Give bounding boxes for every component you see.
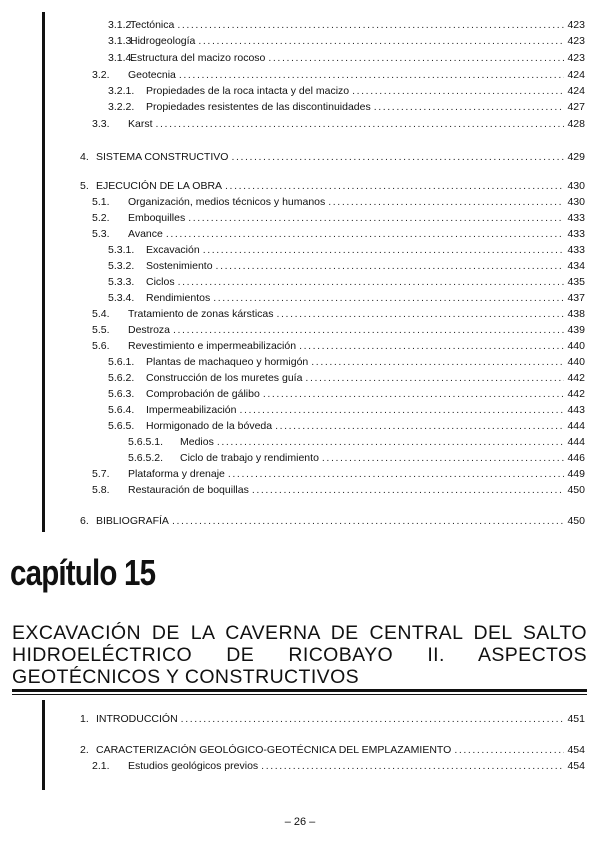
toc-leader-dots — [156, 118, 565, 131]
toc-entry-number: 5.6.2. — [108, 372, 135, 384]
toc-entry-title: Medios — [180, 436, 214, 448]
toc-entry-page: 424 — [567, 69, 585, 81]
toc-entry-page: 450 — [567, 515, 585, 527]
toc-entry-number: 5.5. — [92, 324, 110, 336]
toc-entry-number: 5.3.3. — [108, 276, 135, 288]
toc-entry-title: BIBLIOGRAFÍA — [96, 515, 169, 527]
toc-entry-title: Estructura del macizo rocoso — [130, 52, 266, 64]
toc-leader-dots — [231, 151, 564, 164]
toc-entry-page: 438 — [567, 308, 585, 320]
toc-entry-number: 5.3.2. — [108, 260, 135, 272]
chapter-title — [12, 622, 587, 688]
toc-entry-page: 427 — [567, 101, 585, 113]
toc-entry — [108, 291, 585, 305]
toc-entry-number: 5.3.4. — [108, 292, 135, 304]
toc-leader-dots — [172, 515, 565, 528]
toc-entry — [108, 259, 585, 273]
toc-leader-dots — [166, 228, 565, 241]
toc-entry-page: 440 — [567, 356, 585, 368]
toc-entry — [108, 100, 585, 114]
toc-leader-dots — [305, 372, 564, 385]
chapter-title-line: GEOTÉCNICOS Y CONSTRUCTIVOS — [12, 666, 360, 688]
toc-entry-title: Rendimientos — [146, 292, 211, 304]
toc-vertical-bar-top — [42, 12, 45, 532]
toc-entry — [92, 211, 585, 225]
chapter-label: capítulo 15 — [10, 552, 156, 593]
toc-entry-title: Construcción de los muretes guía — [146, 372, 303, 384]
toc-entry-title: Propiedades resistentes de las discontinuidades — [146, 101, 371, 113]
toc-entry — [92, 323, 585, 337]
toc-entry — [92, 483, 585, 497]
chapter-title-line: EXCAVACIÓN DE LA CAVERNA DE CENTRAL DEL SALTO — [12, 622, 587, 644]
toc-leader-dots — [228, 468, 565, 481]
toc-entry — [92, 227, 585, 241]
toc-entry-page: 443 — [567, 404, 585, 416]
toc-entry-number: 5.2. — [92, 212, 110, 224]
toc-entry-page: 430 — [567, 180, 585, 192]
toc-entry-page: 429 — [567, 151, 585, 163]
toc-leader-dots — [203, 244, 565, 257]
toc-entry-title: Avance — [128, 228, 163, 240]
toc-entry-page: 439 — [567, 324, 585, 336]
toc-entry-page: 442 — [567, 388, 585, 400]
toc-entry — [108, 419, 585, 433]
toc-leader-dots — [328, 196, 564, 209]
toc-entry-page: 449 — [567, 468, 585, 480]
toc-entry-page: 434 — [567, 260, 585, 272]
toc-leader-dots — [177, 19, 564, 32]
toc-entry-page: 433 — [567, 228, 585, 240]
toc-entry-page: 423 — [567, 35, 585, 47]
toc-entry-number: 5.8. — [92, 484, 110, 496]
toc-entry-title: Plantas de machaqueo y hormigón — [146, 356, 309, 368]
toc-leader-dots — [299, 340, 564, 353]
toc-entry-number: 5.6.5.2. — [128, 452, 164, 464]
toc-leader-dots — [322, 452, 565, 465]
toc-entry-number: 5.7. — [92, 468, 110, 480]
chapter-rule-thick — [12, 689, 587, 692]
toc-leader-dots — [173, 324, 564, 337]
toc-entry-number: 5.6.1. — [108, 356, 135, 368]
toc-entry-title: Comprobación de gálibo — [146, 388, 260, 400]
toc-entry — [108, 403, 585, 417]
toc-leader-dots — [311, 356, 564, 369]
toc-entry-title: Impermeabilización — [146, 404, 237, 416]
toc-entry — [92, 68, 585, 82]
toc-entry — [108, 275, 585, 289]
toc-entry-number: 5.1. — [92, 196, 110, 208]
toc-entry-title: Ciclo de trabajo y rendimiento — [180, 452, 319, 464]
toc-entry-number: 3.1.2. — [108, 19, 135, 31]
toc-entry-page: 444 — [567, 436, 585, 448]
toc-entry-number: 2.1. — [92, 760, 110, 772]
toc-entry-title: Revestimiento e impermeabilización — [128, 340, 297, 352]
toc-entry — [92, 195, 585, 209]
toc-entry-page: 454 — [567, 760, 585, 772]
toc-leader-dots — [217, 436, 565, 449]
toc-leader-dots — [374, 101, 565, 114]
toc-entry-number: 5.4. — [92, 308, 110, 320]
toc-entry — [92, 759, 585, 773]
toc-entry-title: Estudios geológicos previos — [128, 760, 259, 772]
toc-entry-page: 446 — [567, 452, 585, 464]
toc-entry-number: 5.6.5. — [108, 420, 135, 432]
toc-entry-page: 437 — [567, 292, 585, 304]
toc-entry-title: Ciclos — [146, 276, 175, 288]
toc-entry-title: Hormigonado de la bóveda — [146, 420, 273, 432]
toc-entry-page: 423 — [567, 52, 585, 64]
toc-entry-number: 3.2.1. — [108, 85, 135, 97]
toc-entry — [80, 712, 585, 726]
toc-leader-dots — [261, 760, 564, 773]
toc-entry-title: Plataforma y drenaje — [128, 468, 225, 480]
toc-entry-page: 444 — [567, 420, 585, 432]
toc-leader-dots — [179, 69, 565, 82]
toc-leader-dots — [275, 420, 564, 433]
toc-entry-title: CARACTERIZACIÓN GEOLÓGICO-GEOTÉCNICA DEL EMPLAZAMIENTO — [96, 744, 452, 756]
toc-entry-title: INTRODUCCIÓN — [96, 713, 178, 725]
toc-entry-page: 440 — [567, 340, 585, 352]
toc-entry-number: 5.6.4. — [108, 404, 135, 416]
toc-entry — [80, 514, 585, 528]
toc-vertical-bar-bottom — [42, 700, 45, 790]
toc-entry-title: Geotecnia — [128, 69, 176, 81]
toc-leader-dots — [213, 292, 564, 305]
toc-entry-page: 430 — [567, 196, 585, 208]
toc-entry-title: Excavación — [146, 244, 200, 256]
toc-leader-dots — [352, 85, 564, 98]
toc-entry-title: Restauración de boquillas — [128, 484, 249, 496]
toc-entry-page: 423 — [567, 19, 585, 31]
toc-leader-dots — [198, 35, 564, 48]
toc-entry — [108, 355, 585, 369]
toc-leader-dots — [239, 404, 564, 417]
toc-leader-dots — [225, 180, 564, 193]
toc-entry-number: 6. — [80, 515, 89, 527]
toc-entry-number: 5. — [80, 180, 89, 192]
toc-leader-dots — [252, 484, 565, 497]
toc-entry-page: 450 — [567, 484, 585, 496]
toc-leader-dots — [263, 388, 565, 401]
toc-entry-number: 5.3. — [92, 228, 110, 240]
toc-entry-title: Propiedades de la roca intacta y del macizo — [146, 85, 350, 97]
chapter-title-line: HIDROELÉCTRICO DE RICOBAYO II. ASPECTOS — [12, 644, 587, 666]
toc-entry — [80, 743, 585, 757]
toc-entry-number: 1. — [80, 713, 89, 725]
toc-entry-title: Sostenimiento — [146, 260, 213, 272]
toc-entry-title: Karst — [128, 118, 153, 130]
toc-entry — [108, 51, 585, 65]
chapter-rule-thin — [12, 694, 587, 695]
toc-entry — [108, 34, 585, 48]
toc-entry-number: 5.6.5.1. — [128, 436, 164, 448]
toc-entry-number: 4. — [80, 151, 89, 163]
toc-entry-number: 5.6.3. — [108, 388, 135, 400]
toc-entry-page: 451 — [567, 713, 585, 725]
toc-entry-number: 3.1.3. — [108, 35, 135, 47]
toc-leader-dots — [277, 308, 565, 321]
toc-entry-number: 3.2.2. — [108, 101, 135, 113]
toc-entry-number: 3.1.4. — [108, 52, 135, 64]
toc-entry-title: SISTEMA CONSTRUCTIVO — [96, 151, 229, 163]
toc-entry — [92, 467, 585, 481]
toc-leader-dots — [188, 212, 564, 225]
toc-entry-number: 5.3.1. — [108, 244, 135, 256]
toc-entry-title: Hidrogeología — [130, 35, 196, 47]
toc-leader-dots — [178, 276, 565, 289]
toc-entry-title: Tectónica — [130, 19, 175, 31]
toc-entry — [128, 451, 585, 465]
toc-entry-page: 454 — [567, 744, 585, 756]
toc-entry — [80, 179, 585, 193]
toc-entry — [108, 18, 585, 32]
toc-entry-number: 3.3. — [92, 118, 110, 130]
toc-entry-page: 442 — [567, 372, 585, 384]
page-number: – 26 – — [284, 816, 316, 828]
toc-entry-title: Organización, medios técnicos y humanos — [128, 196, 326, 208]
toc-entry-number: 5.6. — [92, 340, 110, 352]
toc-entry-page: 433 — [567, 244, 585, 256]
toc-entry — [108, 371, 585, 385]
toc-entry — [108, 387, 585, 401]
toc-leader-dots — [268, 52, 564, 65]
toc-entry — [80, 150, 585, 164]
toc-entry-page: 428 — [567, 118, 585, 130]
toc-leader-dots — [181, 713, 565, 726]
toc-leader-dots — [216, 260, 565, 273]
toc-entry-page: 424 — [567, 85, 585, 97]
toc-entry-number: 2. — [80, 744, 89, 756]
toc-leader-dots — [454, 744, 564, 757]
toc-entry-page: 435 — [567, 276, 585, 288]
toc-entry — [108, 84, 585, 98]
toc-entry — [92, 339, 585, 353]
toc-entry — [128, 435, 585, 449]
toc-entry — [92, 307, 585, 321]
toc-entry — [108, 243, 585, 257]
toc-entry-title: EJECUCIÓN DE LA OBRA — [96, 180, 223, 192]
toc-entry-title: Destroza — [128, 324, 171, 336]
toc-entry-number: 3.2. — [92, 69, 110, 81]
toc-entry-page: 433 — [567, 212, 585, 224]
toc-entry-title: Emboquilles — [128, 212, 186, 224]
toc-entry-title: Tratamiento de zonas kársticas — [128, 308, 274, 320]
toc-entry — [92, 117, 585, 131]
